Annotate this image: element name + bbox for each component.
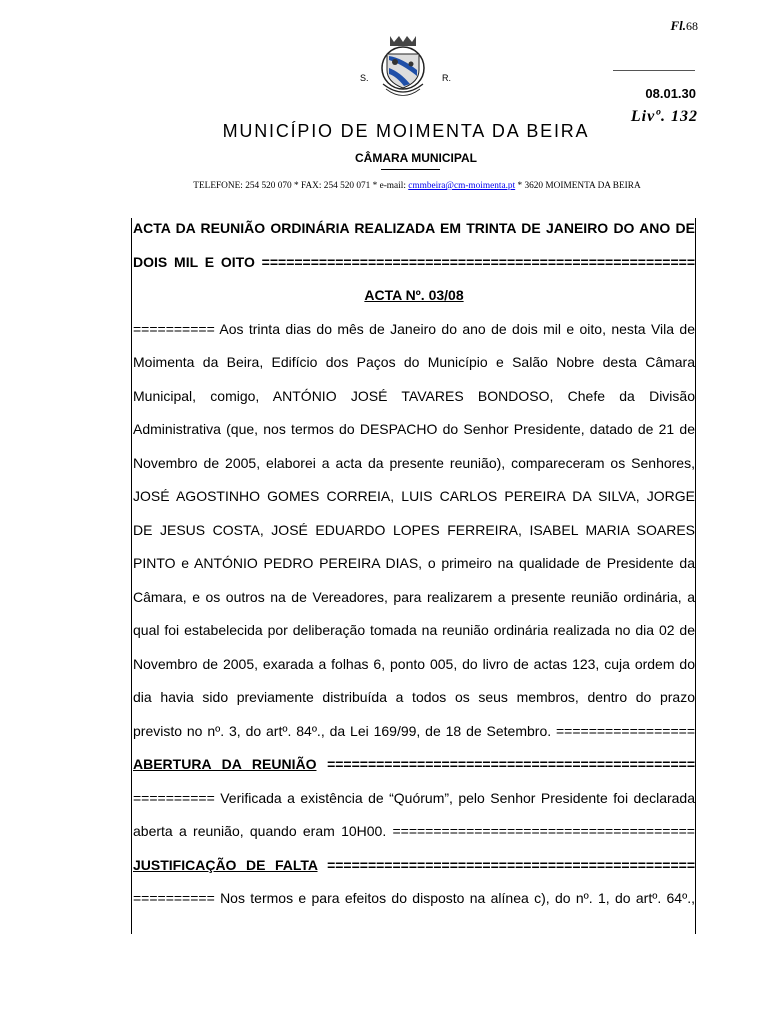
minutes-body [133, 212, 695, 916]
folio-number [670, 18, 698, 34]
text-line: dia havia sido previamente distribuída a todos os seus membros, dentro do prazo [133, 689, 695, 705]
text-line: ========== Aos trinta dias do mês de Janeiro do ano de dois mil e oito, nesta Vila de [133, 320, 695, 337]
heading-abertura: ABERTURA DA REUNIÃO [133, 756, 317, 772]
contact-line [0, 181, 770, 191]
text-line: qual foi estabelecida por deliberação tomada na reunião ordinária realizada no dia 02 de [133, 622, 695, 638]
text-line: ========== Verificada a existência de “Quórum”, pelo Senhor Presidente foi declarada [133, 789, 695, 806]
heading-falta: JUSTIFICAÇÃO DE FALTA [133, 856, 318, 873]
document-date: 08.01.30 [645, 86, 696, 101]
text-line: PINTO e ANTÓNIO PEDRO PEREIRA DIAS, o primeiro na qualidade de Presidente da [133, 555, 695, 571]
folio-symbol: Fl. [670, 18, 686, 33]
minutes-number-line [133, 279, 695, 313]
text-line: Municipal, comigo, ANTÓNIO JOSÉ TAVARES BONDOSO, Chefe da Divisão [133, 387, 695, 404]
heading-fill: ============================================= [327, 756, 695, 772]
text-line: previsto no nº. 3, do artº. 84º., da Lei 169/99, de 18 de Setembro. ================= [133, 722, 695, 739]
text-line: Câmara, e os outros na de Vereadores, para realizarem a presente reunião ordinária, a [133, 588, 695, 605]
seal-letter-left: S. [360, 73, 369, 83]
left-margin-rule [131, 218, 132, 934]
text-line: Administrativa (que, nos termos do DESPACHO do Senhor Presidente, datado de 21 de [133, 421, 695, 437]
text-line: DE JESUS COSTA, JOSÉ EDUARDO LOPES FERREIRA, ISABEL MARIA SOARES [133, 521, 695, 538]
minutes-number: ACTA Nº. 03/08 [364, 287, 464, 303]
heading-fill: ============================================= [327, 856, 695, 873]
title-line-2: DOIS MIL E OITO ===================================================== [133, 253, 695, 270]
email-link[interactable]: cmmbeira@cm-moimenta.pt [408, 181, 516, 191]
book-number: Livº. 132 [630, 108, 698, 125]
contact-suffix: * 3620 MOIMENTA DA BEIRA [515, 181, 641, 191]
section-heading-absence [133, 849, 695, 883]
council-title: CÂMARA MUNICIPAL [355, 151, 477, 165]
text-line: JOSÉ AGOSTINHO GOMES CORREIA, LUIS CARLOS PEREIRA DA SILVA, JORGE [133, 488, 695, 504]
folio-value: 68 [686, 19, 698, 33]
coat-of-arms-icon [372, 34, 434, 104]
title-line-1: ACTA DA REUNIÃO ORDINÁRIA REALIZADA EM TRINTA DE JANEIRO DO ANO DE [133, 220, 695, 236]
text-line: Novembro de 2005, exarada a folhas 6, ponto 005, do livro de actas 123, cuja ordem do [133, 655, 695, 672]
right-margin-rule [695, 218, 696, 934]
folio-divider [613, 70, 695, 71]
municipality-title: MUNICÍPIO DE MOIMENTA DA BEIRA [222, 121, 590, 141]
section-heading-opening [133, 748, 695, 782]
text-line: Moimenta da Beira, Edifício dos Paços do Município e Salão Nobre desta Câmara [133, 354, 695, 370]
seal-letter-right: R. [442, 73, 451, 83]
contact-prefix: TELEFONE: 254 520 070 * FAX: 254 520 071 * e-mail: [193, 181, 409, 191]
council-underline [381, 169, 440, 170]
text-line: ========== Nos termos e para efeitos do disposto na alínea c), do nº. 1, do artº. 64º., [133, 890, 695, 906]
text-line: aberta a reunião, quando eram 10H00. ===================================== [133, 823, 695, 839]
text-line: Novembro de 2005, elaborei a acta da presente reunião), compareceram os Senhores, [133, 454, 695, 471]
